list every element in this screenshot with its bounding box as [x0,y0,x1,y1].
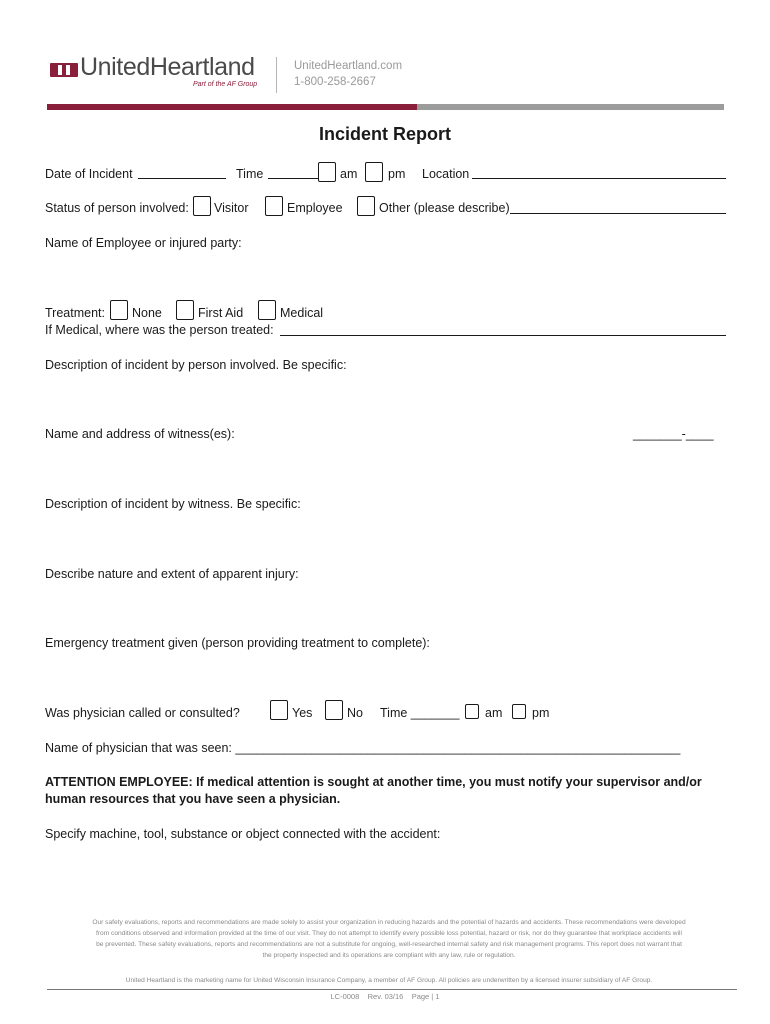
physician-pm-label: pm [532,706,550,720]
witness-phone-field[interactable]: _______-____ [633,427,714,441]
attention-notice: ATTENTION EMPLOYEE: If medical attention is sought at another time, you must notify your supervisor and/or human resources that you have seen a physician. [45,775,702,806]
first-aid-checkbox[interactable] [176,300,194,320]
medical-checkbox[interactable] [258,300,276,320]
employee-checkbox[interactable] [265,196,283,216]
other-label: Other (please describe) [379,201,510,215]
injury-label: Describe nature and extent of apparent injury: [45,567,299,581]
phone-number: 1-800-258-2667 [294,76,376,88]
logo-tagline: Part of the AF Group [193,81,258,88]
physician-pm-checkbox[interactable] [512,704,526,719]
first-aid-label: First Aid [198,306,244,320]
physician-yes-label: Yes [292,706,313,720]
treatment-label: Treatment: [45,306,105,320]
other-field[interactable] [510,213,726,214]
employee-label: Employee [287,201,343,215]
physician-name-field[interactable]: Name of physician that was seen: ________________________________________________________________ [45,741,681,755]
pm-label: pm [388,167,406,181]
treated-where-label: If Medical, where was the person treated: [45,323,274,337]
visitor-checkbox[interactable] [193,196,211,216]
physician-no-label: No [347,706,363,720]
physician-no-checkbox[interactable] [325,700,343,720]
website-link[interactable]: UnitedHeartland.com [294,60,403,72]
physician-am-checkbox[interactable] [465,704,479,719]
disclaimer-line-3: be prevented. These safety evaluations, reports and recommendations are not a substitute for ongoing, well-researched internal safety and risk management programs. This report does not warrant that [96,941,682,948]
disclaimer-line-1: Our safety evaluations, reports and recommendations are made solely to assist your organization in reducing hazards and the potential of hazards and accidents. These recommendations were developed [92,919,686,926]
other-checkbox[interactable] [357,196,375,216]
time-label: Time [236,167,264,181]
am-label: am [340,167,358,181]
date-field[interactable] [138,178,226,179]
page-title: Incident Report [318,124,451,144]
disclaimer-line-4: the property inspected and its operations are compliant with any law, rule or regulation. [262,952,516,959]
treated-where-field[interactable] [280,335,726,336]
location-label: Location [422,167,470,181]
location-field[interactable] [472,178,726,179]
witness-label: Name and address of witness(es): [45,427,235,441]
emergency-label: Emergency treatment given (person providing treatment to complete): [45,636,430,650]
physician-am-label: am [485,706,503,720]
logo-mark-icon [50,63,78,77]
none-checkbox[interactable] [110,300,128,320]
revision: Rev. 03/16 [367,992,404,1001]
pm-checkbox[interactable] [365,162,383,182]
none-label: None [132,306,162,320]
medical-label: Medical [280,306,324,320]
page-number: Page | 1 [411,992,440,1001]
desc-witness-label: Description of incident by witness. Be specific: [45,497,301,511]
physician-label: Was physician called or consulted? [45,706,240,720]
time-field[interactable] [268,178,318,179]
date-label: Date of Incident [45,167,133,181]
header-divider [276,57,277,93]
physician-time-field[interactable]: Time _______ [380,706,460,720]
footer-divider [47,989,737,990]
marketing-note: United Heartland is the marketing name for United Wisconsin Insurance Company, a member of AF Group. All policies are underwritten by a licensed insurer subsidiary of AF Group. [125,977,653,984]
desc-person-label: Description of incident by person involved. Be specific: [45,358,347,372]
header-bar-gray [417,104,724,110]
physician-yes-checkbox[interactable] [270,700,288,720]
specify-label: Specify machine, tool, substance or object connected with the accident: [45,827,441,841]
form-id: LC-0008 [330,992,360,1001]
visitor-label: Visitor [214,201,249,215]
footer [0,992,770,1001]
am-checkbox[interactable] [318,162,336,182]
logo-text: UnitedHeartland [80,53,255,81]
header-bar-brand [47,104,417,110]
status-label: Status of person involved: [45,201,189,215]
disclaimer-line-2: from conditions observed and information provided at the time of our visit. They do not attempt to identify every possible loss potential, hazard or risk, nor do they guarantee that workplace accidents will [96,930,682,937]
injured-party-label: Name of Employee or injured party: [45,236,242,250]
